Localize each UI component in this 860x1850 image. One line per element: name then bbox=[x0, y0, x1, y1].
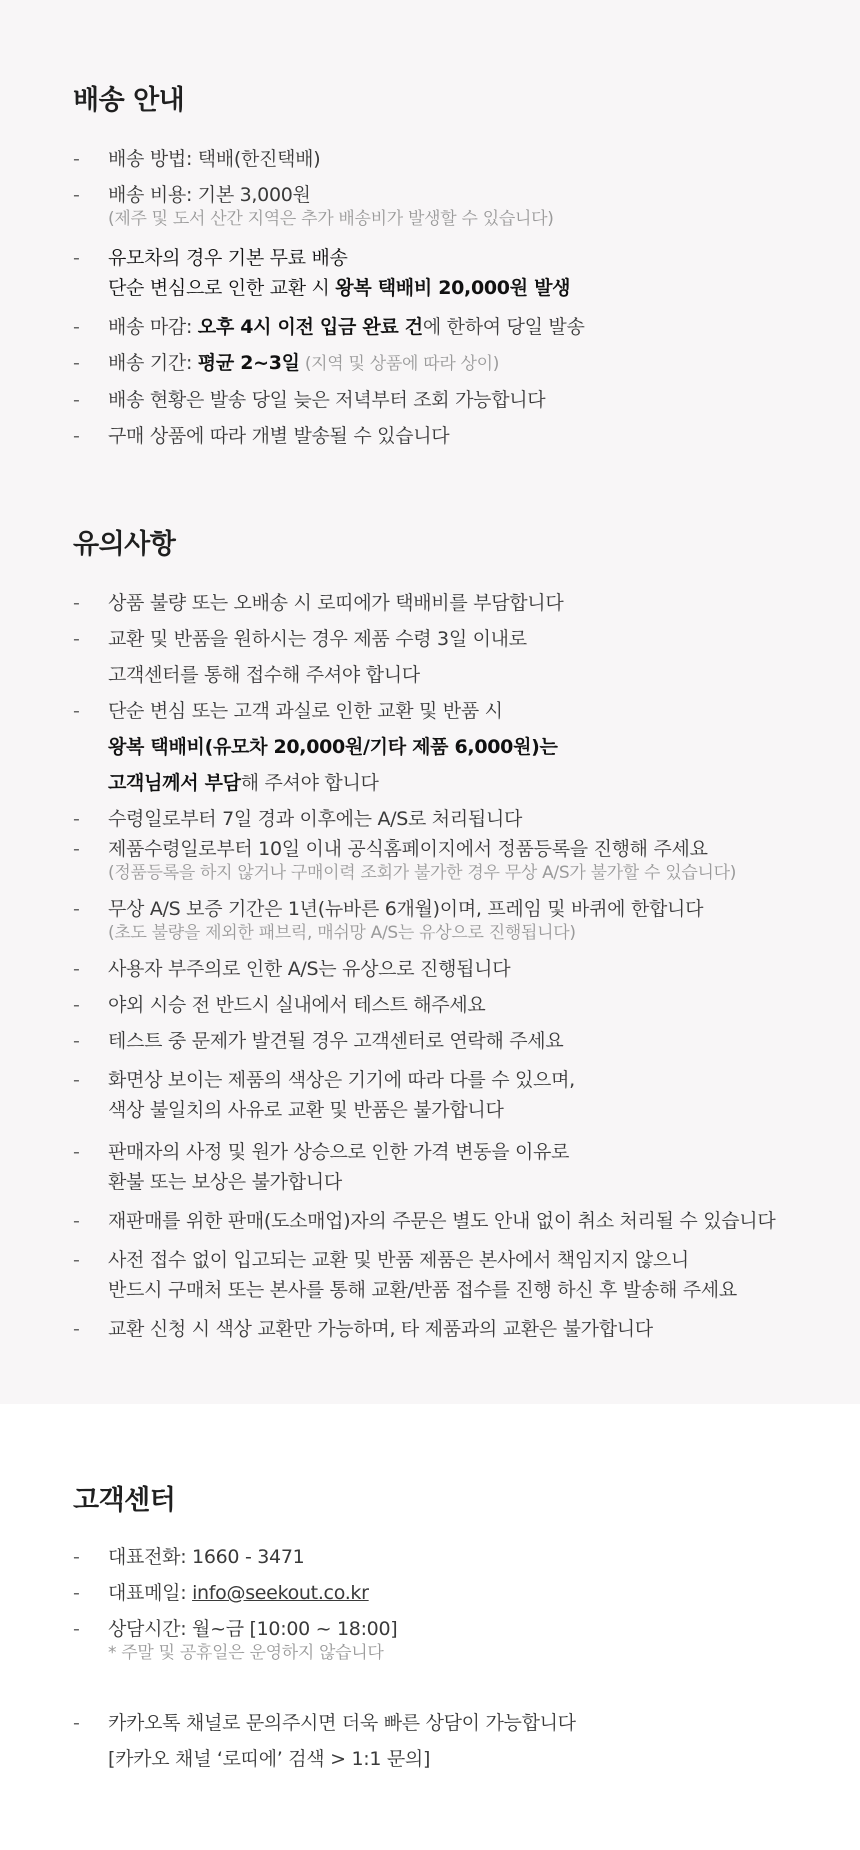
note-user-fault: 사용자 부주의로 인한 A/S는 유상으로 진행됩니다 bbox=[108, 958, 511, 980]
note-as-after: 수령일로부터 7일 경과 이후에는 A/S로 처리됩니다 bbox=[108, 808, 523, 830]
cs-phone: 대표전화: 1660 - 3471 bbox=[108, 1546, 305, 1568]
list-item bbox=[73, 957, 833, 981]
list-item bbox=[73, 1545, 833, 1569]
shipping-list bbox=[73, 147, 833, 448]
note-warranty-note: (초도 불량을 제외한 패브릭, 매쉬망 A/S는 유상으로 진행됩니다) bbox=[108, 923, 576, 943]
list-item bbox=[73, 897, 833, 945]
list-item bbox=[73, 621, 833, 693]
cs-hours: - 상담시간: 월~금 [10:00 ~ 18:00] bbox=[108, 1618, 398, 1640]
list-item bbox=[73, 351, 833, 376]
cs-kakao-1: - 카카오톡 채널로 문의주시면 더욱 빠른 상담이 가능합니다 bbox=[108, 1712, 576, 1734]
list-item bbox=[73, 801, 833, 837]
list-item bbox=[73, 388, 833, 412]
note-defect: 상품 불량 또는 오배송 시 로띠에가 택배비를 부담합니다 bbox=[108, 592, 564, 614]
note-simple-2: 왕복 택배비(유모차 20,000원/기타 제품 6,000원)는 bbox=[108, 736, 558, 758]
tracking-text: 배송 현황은 발송 당일 늦은 저녁부터 조회 가능합니다 bbox=[108, 389, 546, 411]
cs-block bbox=[73, 1478, 833, 1789]
list-item bbox=[73, 1065, 833, 1125]
cs-title: 고객센터 bbox=[73, 1485, 176, 1516]
cs-mail-label: 대표메일: bbox=[108, 1582, 193, 1604]
note-warranty: - 무상 A/S 보증 기간은 1년(뉴바른 6개월)이며, 프레임 및 바퀴에 한합니다 bbox=[108, 898, 704, 920]
list-item bbox=[73, 693, 833, 801]
separate-shipping-text: 구매 상품에 따라 개별 발송될 수 있습니다 bbox=[108, 425, 450, 447]
shipping-title: 배송 안내 bbox=[73, 85, 185, 116]
list-item bbox=[73, 1581, 833, 1605]
notes-title: 유의사항 bbox=[73, 529, 176, 560]
list-item bbox=[73, 1137, 833, 1197]
list-item bbox=[73, 1029, 833, 1053]
stroller-free-shipping: - 유모차의 경우 기본 무료 배송 bbox=[108, 247, 348, 269]
shipping-cost: - 배송 비용: 기본 3,000원 bbox=[108, 184, 311, 206]
notes-list bbox=[73, 591, 833, 1341]
list-item bbox=[73, 243, 833, 303]
deadline-bold: 오후 4시 이전 입금 완료 건 bbox=[197, 316, 423, 338]
note-noprior-2: 반드시 구매처 또는 본사를 통해 교환/반품 접수를 진행 하신 후 발송해 주세요 bbox=[108, 1279, 737, 1301]
cs-hours-note: * 주말 및 공휴일은 운영하지 않습니다 bbox=[108, 1643, 384, 1663]
list-item bbox=[73, 1617, 833, 1665]
note-resale: 재판매를 위한 판매(도소매업)자의 주문은 별도 안내 없이 취소 처리될 수 있습니다 bbox=[108, 1210, 776, 1232]
note-price-2: 환불 또는 보상은 불가합니다 bbox=[108, 1171, 342, 1193]
list-item bbox=[73, 183, 833, 231]
shipping-block bbox=[73, 78, 833, 460]
list-item bbox=[73, 1317, 833, 1341]
stroller-change-fee: 왕복 택배비 20,000원 발생 bbox=[335, 277, 571, 299]
period-note: (지역 및 상품에 따라 상이) bbox=[299, 354, 500, 374]
note-simple-3-post: 해 주셔야 합니다 bbox=[240, 772, 379, 794]
note-register-note: (정품등록을 하지 않거나 구매이력 조회가 불가한 경우 무상 A/S가 불가할 수 있습니다) bbox=[108, 863, 737, 883]
note-simple-3-bold: 고객님께서 부담 bbox=[108, 772, 241, 794]
deadline-label: 배송 마감: bbox=[108, 316, 198, 338]
cs-list bbox=[73, 1545, 833, 1777]
list-item bbox=[73, 147, 833, 171]
note-color-1: - 화면상 보이는 제품의 색상은 기기에 따라 다를 수 있으며, bbox=[108, 1069, 575, 1091]
list-item bbox=[73, 993, 833, 1017]
cs-kakao-2: [카카오 채널 ‘로띠에’ 검색 > 1:1 문의] bbox=[108, 1748, 431, 1770]
list-item bbox=[73, 424, 833, 448]
note-exchange-2: 고객센터를 통해 접수해 주셔야 합니다 bbox=[108, 664, 420, 686]
shipping-cost-note: (제주 및 도서 산간 지역은 추가 배송비가 발생할 수 있습니다) bbox=[108, 209, 554, 229]
note-test-indoor: 야외 시승 전 반드시 실내에서 테스트 해주세요 bbox=[108, 994, 486, 1016]
note-color-2: 색상 불일치의 사유로 교환 및 반품은 불가합니다 bbox=[108, 1099, 504, 1121]
list-item bbox=[73, 1245, 833, 1305]
list-item bbox=[73, 591, 833, 615]
deadline-post: 에 한하여 당일 발송 bbox=[422, 316, 585, 338]
list-item bbox=[73, 1705, 833, 1777]
note-simple-1: - 단순 변심 또는 고객 과실로 인한 교환 및 반품 시 bbox=[108, 700, 503, 722]
list-item bbox=[73, 837, 833, 885]
note-exchange-1: - 교환 및 반품을 원하시는 경우 제품 수령 3일 이내로 bbox=[108, 628, 527, 650]
list-item bbox=[73, 315, 833, 339]
note-color-only: 교환 신청 시 색상 교환만 가능하며, 타 제품과의 교환은 불가합니다 bbox=[108, 1318, 653, 1340]
customer-center-section bbox=[0, 1404, 860, 1850]
shipping-method: 배송 방법: 택배(한진택배) bbox=[108, 148, 321, 170]
note-register: - 제품수령일로부터 10일 이내 공식홈페이지에서 정품등록을 진행해 주세요 bbox=[108, 838, 708, 860]
list-item bbox=[73, 1209, 833, 1233]
notes-block bbox=[73, 522, 833, 1353]
note-noprior-1: - 사전 접수 없이 입고되는 교환 및 반품 제품은 본사에서 책임지지 않으니 bbox=[108, 1249, 689, 1271]
period-bold: 평균 2~3일 bbox=[197, 352, 300, 374]
cs-email-link[interactable]: info@seekout.co.kr bbox=[192, 1582, 369, 1604]
note-test-problem: 테스트 중 문제가 발견될 경우 고객센터로 연락해 주세요 bbox=[108, 1030, 564, 1052]
period-label: 배송 기간: bbox=[108, 352, 198, 374]
note-price-1: - 판매자의 사정 및 원가 상승으로 인한 가격 변동을 이유로 bbox=[108, 1141, 570, 1163]
stroller-change-text: 단순 변심으로 인한 교환 시 bbox=[108, 277, 336, 299]
